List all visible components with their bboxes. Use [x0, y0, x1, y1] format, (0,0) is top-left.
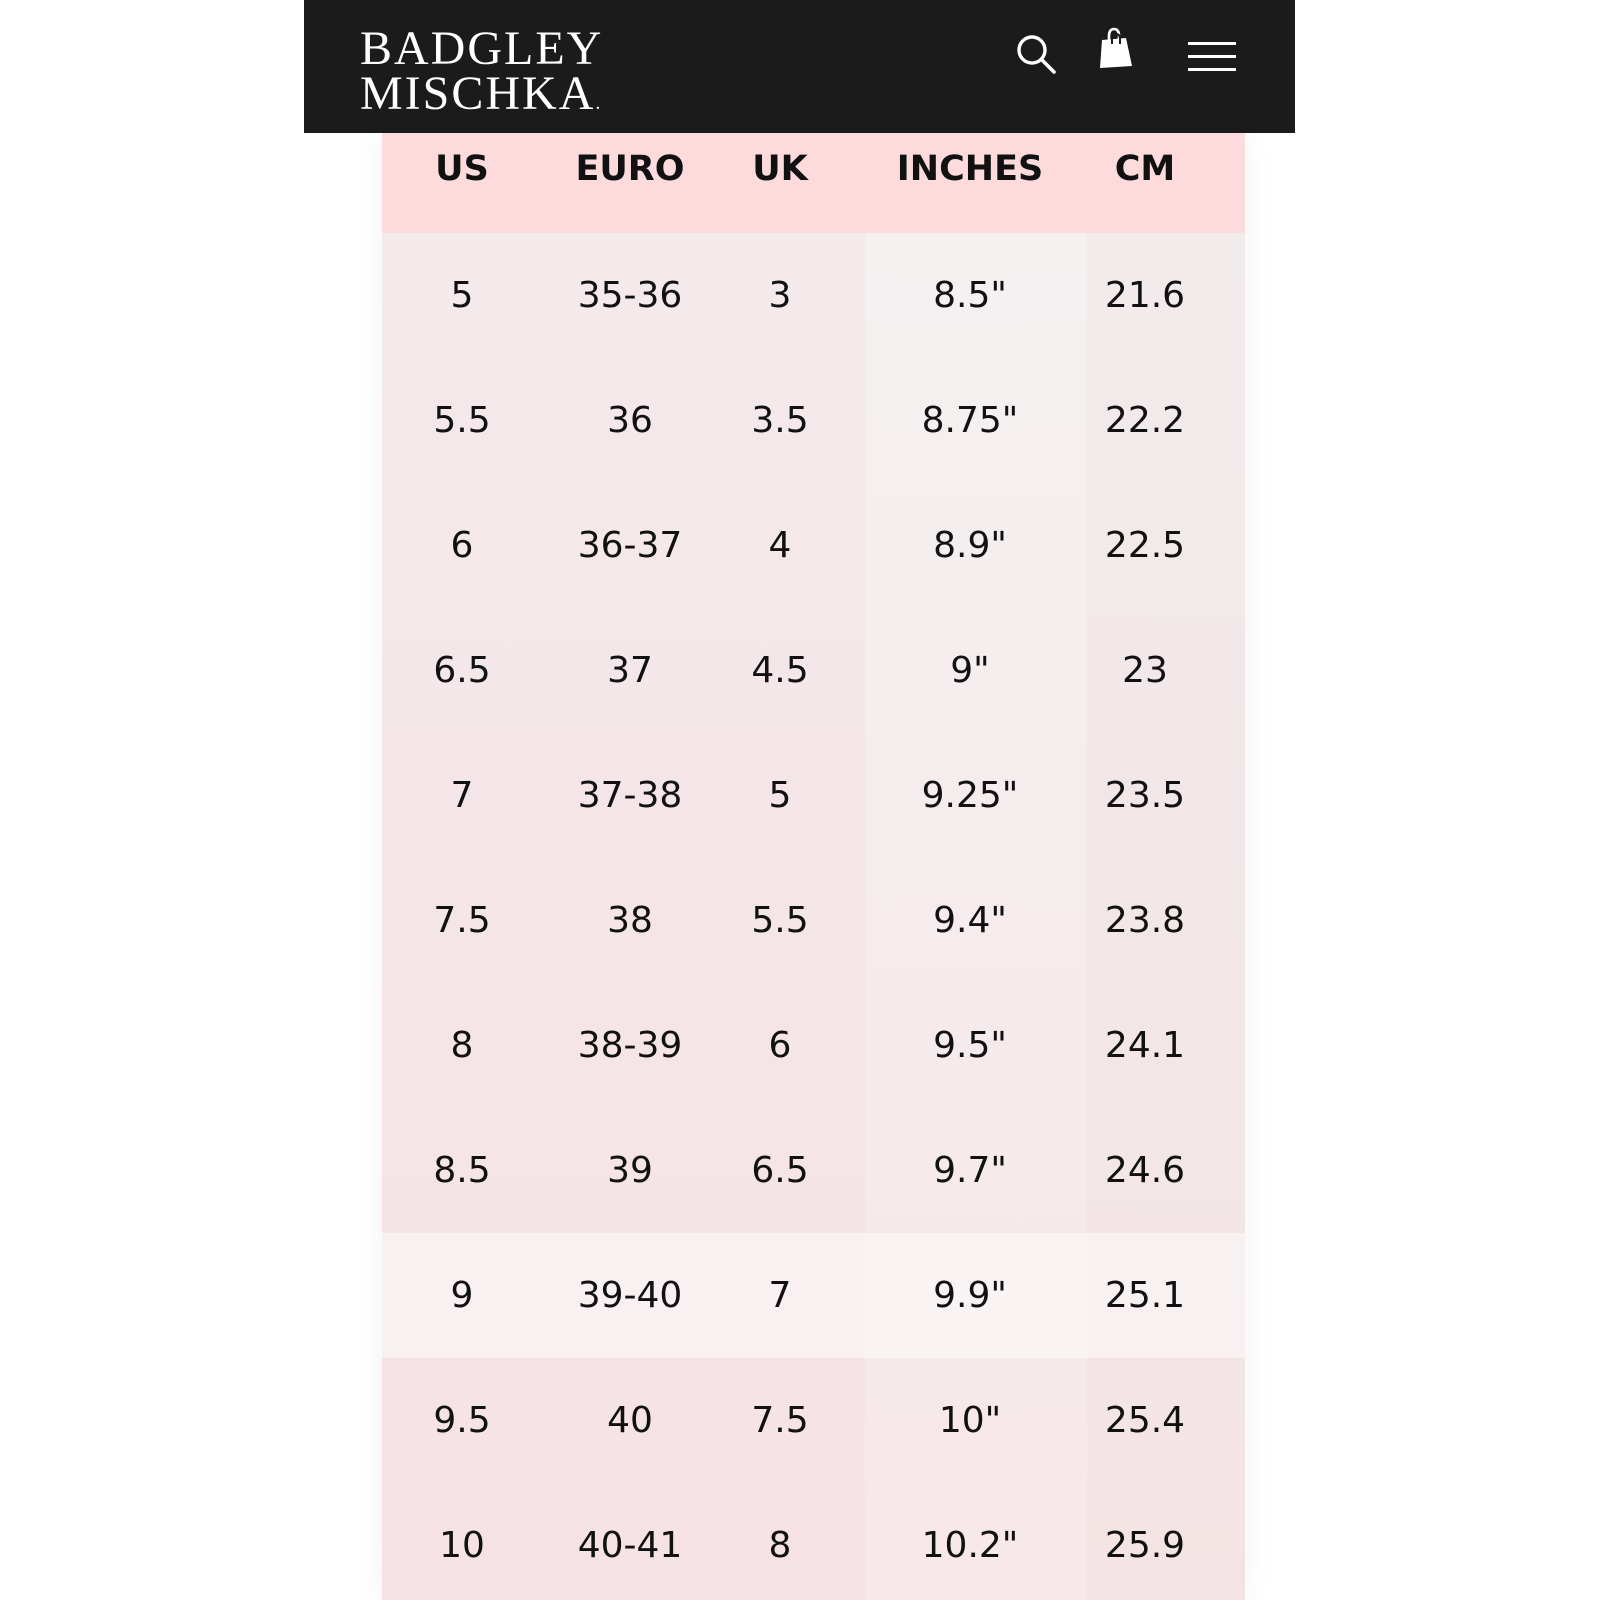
cell-cm: 25.9 — [1104, 1525, 1186, 1566]
search-icon — [1014, 32, 1058, 76]
table-row — [382, 733, 1245, 858]
search-button[interactable] — [1014, 32, 1058, 76]
cell-inches: 9.5" — [933, 1025, 1007, 1066]
cell-inches: 9.4" — [933, 900, 1007, 941]
cell-cm: 22.2 — [1104, 400, 1186, 441]
cell-euro: 38 — [607, 900, 653, 941]
cell-uk: 3 — [768, 275, 792, 316]
cart-button[interactable] — [1096, 26, 1136, 72]
table-row — [382, 1233, 1245, 1358]
cell-uk: 5.5 — [751, 900, 809, 941]
cell-us: 5 — [450, 275, 474, 316]
table-row — [382, 983, 1245, 1108]
cell-cm: 24.1 — [1104, 1025, 1186, 1066]
cell-us: 6.5 — [433, 650, 491, 691]
table-row — [382, 608, 1245, 733]
cell-uk: 4 — [768, 525, 792, 566]
cell-euro: 36-37 — [577, 525, 683, 566]
cell-inches: 9" — [950, 650, 990, 691]
cell-cm: 24.6 — [1104, 1150, 1186, 1191]
cell-uk: 6 — [768, 1025, 792, 1066]
cell-euro: 37 — [607, 650, 653, 691]
size-chart-table — [382, 133, 1245, 1600]
logo-line-1: BADGLEY — [360, 22, 604, 75]
site-header — [304, 0, 1295, 133]
cell-cm: 22.5 — [1104, 525, 1186, 566]
cell-us: 6 — [450, 525, 474, 566]
cell-euro: 39-40 — [577, 1275, 683, 1316]
cell-us: 7.5 — [433, 900, 491, 941]
cell-us: 9 — [450, 1275, 474, 1316]
hamburger-menu-icon — [1188, 38, 1240, 76]
cell-us: 5.5 — [433, 400, 491, 441]
cell-inches: 8.9" — [933, 525, 1007, 566]
cell-inches: 9.25" — [921, 775, 1019, 816]
cell-us: 10 — [439, 1525, 485, 1566]
cell-us: 7 — [450, 775, 474, 816]
header-inches: INCHES — [896, 149, 1044, 189]
header-uk: UK — [752, 149, 808, 189]
cell-euro: 36 — [607, 400, 653, 441]
cell-cm: 21.6 — [1104, 275, 1186, 316]
cell-cm: 25.4 — [1104, 1400, 1186, 1441]
cell-cm: 23.5 — [1104, 775, 1186, 816]
cell-euro: 38-39 — [577, 1025, 683, 1066]
brand-logo[interactable] — [360, 22, 604, 126]
table-header-row — [382, 133, 1245, 233]
table-row — [382, 483, 1245, 608]
cell-us: 9.5 — [433, 1400, 491, 1441]
cell-cm: 23.8 — [1104, 900, 1186, 941]
cell-euro: 37-38 — [577, 775, 683, 816]
header-cm: CM — [1114, 149, 1176, 189]
header-euro: EURO — [575, 149, 685, 189]
table-row — [382, 1358, 1245, 1483]
logo-line-2 — [360, 67, 603, 126]
cell-uk: 6.5 — [751, 1150, 809, 1191]
cell-uk: 7 — [768, 1275, 792, 1316]
header-us: US — [435, 149, 489, 189]
table-row — [382, 1108, 1245, 1233]
cell-inches: 9.7" — [933, 1150, 1007, 1191]
cell-inches: 8.5" — [933, 275, 1007, 316]
table-row — [382, 858, 1245, 983]
table-row — [382, 358, 1245, 483]
cell-euro: 40 — [607, 1400, 653, 1441]
cell-inches: 9.9" — [933, 1275, 1007, 1316]
cell-euro: 39 — [607, 1150, 653, 1191]
cell-euro: 40-41 — [577, 1525, 683, 1566]
menu-button[interactable] — [1188, 38, 1240, 76]
shopping-bag-icon — [1096, 26, 1136, 72]
cell-uk: 4.5 — [751, 650, 809, 691]
cell-uk: 7.5 — [751, 1400, 809, 1441]
cell-inches: 10" — [938, 1400, 1002, 1441]
cell-cm: 25.1 — [1104, 1275, 1186, 1316]
cell-inches: 10.2" — [921, 1525, 1019, 1566]
table-row — [382, 1483, 1245, 1600]
logo-dot: . — [595, 92, 601, 114]
cell-uk: 8 — [768, 1525, 792, 1566]
cell-cm: 23 — [1122, 650, 1168, 691]
cell-euro: 35-36 — [577, 275, 683, 316]
logo-line-2-text: MISCHKA — [360, 67, 596, 120]
cell-uk: 3.5 — [751, 400, 809, 441]
cell-us: 8 — [450, 1025, 474, 1066]
cell-us: 8.5 — [433, 1150, 491, 1191]
table-row — [382, 233, 1245, 358]
cell-inches: 8.75" — [921, 400, 1019, 441]
cell-uk: 5 — [768, 775, 792, 816]
